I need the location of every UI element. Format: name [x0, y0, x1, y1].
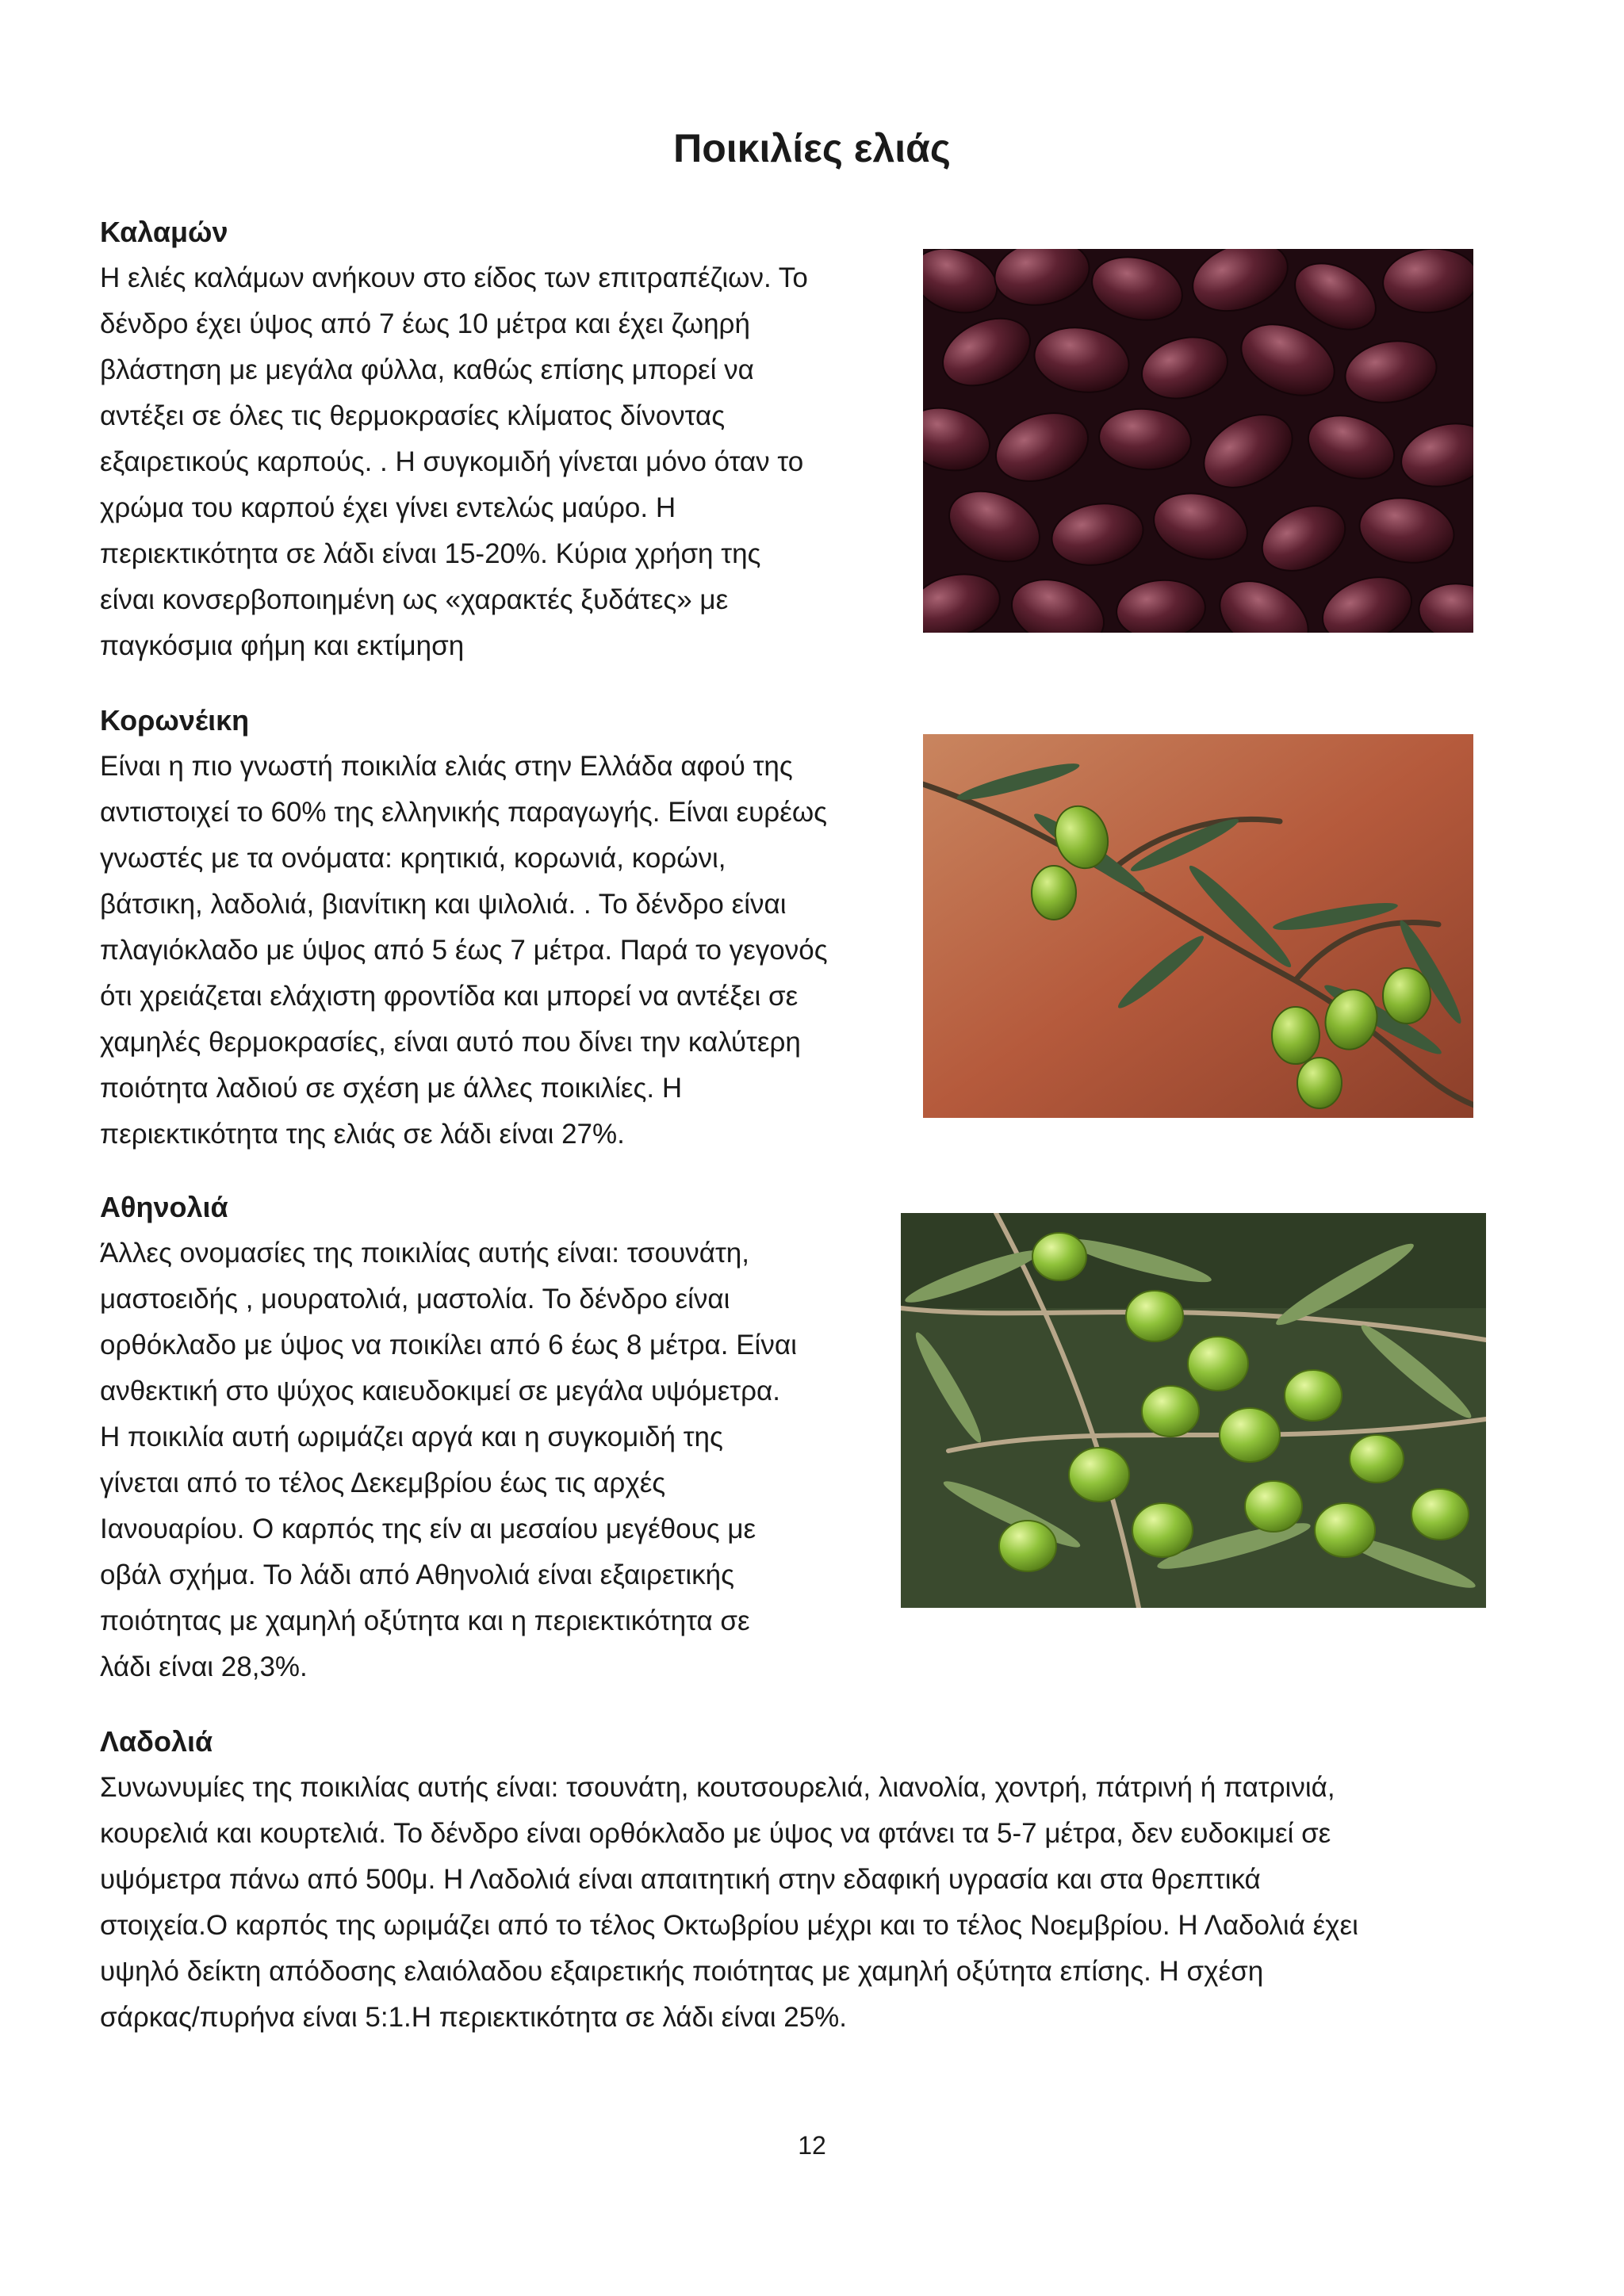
kalamata-black-olives-photo [923, 249, 1473, 633]
page-title: Ποικιλίες ελιάς [673, 126, 951, 170]
section-heading-koroneiki: Κορωνέικη [100, 704, 250, 737]
text-line: περιεκτικότητα σε λάδι είναι 15-20%. Κύρια χρήση της [100, 538, 761, 569]
text-line: κουρελιά και κουρτελιά. Το δένδρο είναι ορθόκλαδο με ύψος να φτάνει τα 5-7 μέτρα, δεν ευδοκιμεί σε [100, 1818, 1331, 1849]
text-line: ότι χρειάζεται ελάχιστη φροντίδα και μπορεί να αντέξει σε [100, 981, 799, 1012]
text-line: λάδι είναι 28,3%. [100, 1651, 308, 1682]
text-line: υψόμετρα πάνω από 500μ. Η Λαδολιά είναι απαιτητική στην εδαφική υγρασία και στα θρεπτικά [100, 1864, 1261, 1895]
text-line: ποιότητας με χαμηλή οξύτητα και η περιεκτικότητα σε [100, 1605, 750, 1636]
section-text-ladolia [100, 1765, 1358, 2041]
text-line: Η ποικιλία αυτή ωριμάζει αργά και η συγκομιδή της [100, 1422, 723, 1452]
text-line: βλάστηση με μεγάλα φύλλα, καθώς επίσης μπορεί να [100, 354, 754, 385]
text-line: Συνωνυμίες της ποικιλίας αυτής είναι: τσουνάτη, κουτσουρελιά, λιανολία, χοντρή, πάτρινή ή πατρινιά, [100, 1772, 1335, 1803]
text-line: σάρκας/πυρήνα είναι 5:1.Η περιεκτικότητα σε λάδι είναι 25%. [100, 2002, 848, 2033]
text-line: Η ελιές καλάμων ανήκουν στο είδος των επιτραπέζιων. Το [100, 262, 808, 293]
text-line: γνωστές με τα ονόματα: κρητικιά, κορωνιά, κορώνι, [100, 843, 726, 874]
text-line: πλαγιόκλαδο με ύψος από 5 έως 7 μέτρα. Παρά το γεγονός [100, 935, 828, 966]
text-line: δένδρο έχει ύψος από 7 έως 10 μέτρα και έχει ζωηρή [100, 308, 750, 339]
text-line: στοιχεία.Ο καρπός της ωριμάζει από το τέλος Οκτωβρίου μέχρι και το τέλος Νοεμβρίου. Η Λαδολιά έχει [100, 1910, 1358, 1941]
section-text-koroneiki [100, 744, 828, 1158]
text-line: ορθόκλαδο με ύψος να ποικίλει από 6 έως 8 μέτρα. Είναι [100, 1330, 797, 1360]
text-line: αντιστοιχεί το 60% της ελληνικής παραγωγής. Είναι ευρέως [100, 797, 828, 828]
text-line: είναι κονσερβοποιημένη ως «χαρακτές ξυδάτες» με [100, 584, 729, 615]
text-line: μαστοειδής , μουρατολιά, μαστολία. Το δένδρο είναι [100, 1284, 730, 1314]
text-line: υψηλό δείκτη απόδοσης ελαιόλαδου εξαιρετικής ποιότητας με χαμηλή οξύτητα επίσης. Η σχέση [100, 1956, 1264, 1987]
athinolia-green-olives-photo [901, 1213, 1486, 1608]
text-line: παγκόσμια φήμη και εκτίμηση [100, 630, 465, 661]
text-line: γίνεται από το τέλος Δεκεμβρίου έως τις αρχές [100, 1468, 666, 1498]
text-line: ποιότητα λαδιού σε σχέση με άλλες ποικιλίες. Η [100, 1073, 683, 1104]
text-line: βάτσικη, λαδολιά, βιανίτικη και ψιλολιά. . Το δένδρο είναι [100, 889, 787, 920]
text-line: αντέξει σε όλες τις θερμοκρασίες κλίματος δίνοντας [100, 400, 726, 431]
section-heading-kalamon: Καλαμών [100, 216, 228, 248]
section-heading-athinolia: Αθηνολιά [100, 1191, 228, 1223]
section-heading-ladolia: Λαδολιά [100, 1725, 213, 1758]
text-line: περιεκτικότητα της ελιάς σε λάδι είναι 27%. [100, 1119, 625, 1150]
section-text-athinolia [100, 1230, 797, 1690]
page-number: 12 [798, 2131, 826, 2160]
text-line: ανθεκτική στο ψύχος καιευδοκιμεί σε μεγάλα υψόμετρα. [100, 1376, 780, 1406]
koroneiki-olive-branch-photo [923, 734, 1473, 1118]
text-line: χαμηλές θερμοκρασίες, είναι αυτό που δίνει την καλύτερη [100, 1027, 801, 1058]
text-line: Είναι η πιο γνωστή ποικιλία ελιάς στην Ελλάδα αφού της [100, 751, 793, 782]
text-line: Ιανουαρίου. Ο καρπός της είν αι μεσαίου μεγέθους με [100, 1513, 756, 1544]
text-line: Άλλες ονομασίες της ποικιλίας αυτής είναι: τσουνάτη, [100, 1238, 749, 1269]
text-line: οβάλ σχήμα. Το λάδι από Αθηνολιά είναι εξαιρετικής [100, 1559, 734, 1590]
text-line: χρώμα του καρπού έχει γίνει εντελώς μαύρο. Η [100, 492, 676, 523]
text-line: εξαιρετικούς καρπούς. . Η συγκομιδή γίνεται μόνο όταν το [100, 446, 804, 477]
section-text-kalamon [100, 255, 808, 669]
